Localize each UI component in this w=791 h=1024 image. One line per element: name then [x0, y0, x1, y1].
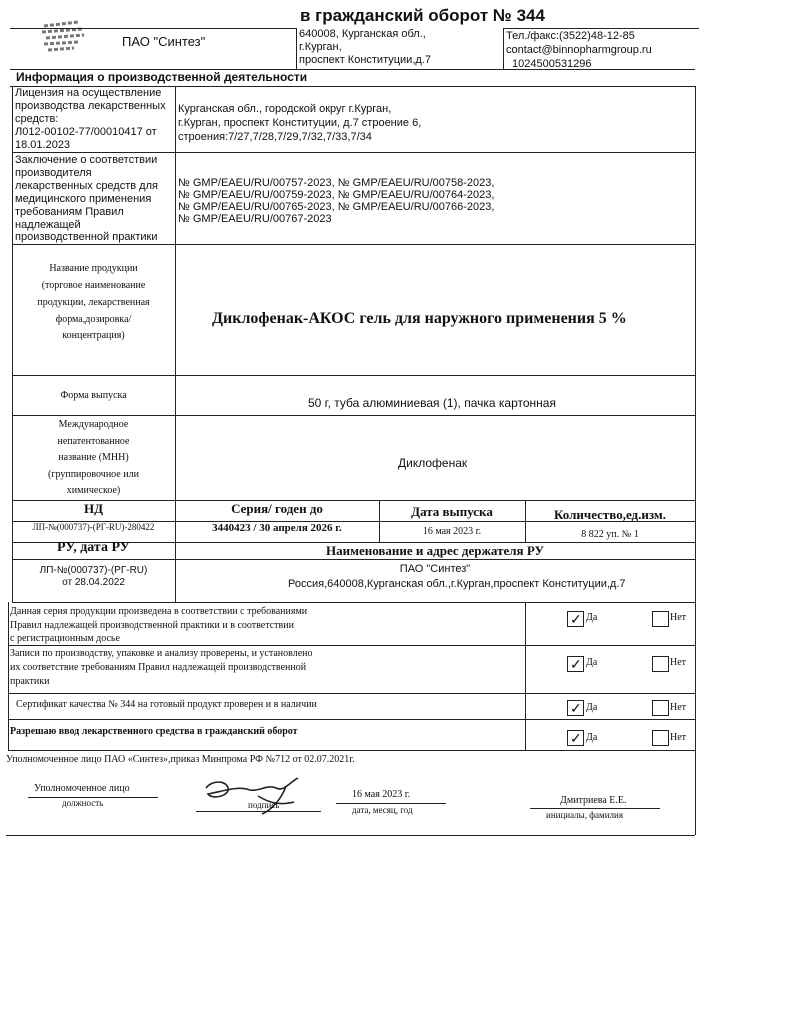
license-value-3: строения:7/27,7/28,7/29,7/32,7/33,7/34 [178, 131, 372, 143]
check-2-text-3: практики [10, 676, 50, 687]
check-2-yes-label: Да [586, 657, 598, 668]
check-3-no-label: Нет [670, 702, 687, 713]
company-logo [38, 18, 98, 58]
batch-value-series: 3440423 / 30 апреля 2026 г. [212, 522, 342, 534]
name-caption: инициалы, фамилия [546, 810, 623, 820]
ru-header-right: Наименование и адрес держателя РУ [326, 543, 544, 558]
signature-caption: подпись [248, 800, 280, 810]
license-label-5: 18.01.2023 [15, 139, 71, 151]
gmp-label-2: производителя [15, 167, 92, 179]
product-name: Диклофенак-АКОС гель для наружного применения 5 % [212, 310, 627, 327]
check-4-yes-label: Да [586, 732, 598, 743]
batch-header-series: Серия/ годен до [231, 501, 323, 516]
batch-value-qty: 8 822 уп. № 1 [581, 529, 639, 540]
name-value: Дмитриева Е.Е. [560, 795, 627, 806]
document-title: в гражданский оборот № 344 [300, 6, 545, 25]
gmp-label-4: медицинского применения [15, 193, 152, 205]
ru-number: ЛП-№(000737)-(РГ-RU) [39, 565, 148, 576]
inn-label-2: непатентованное [57, 436, 130, 447]
gmp-label-6: надлежащей [15, 219, 81, 231]
company-name: ПАО "Синтез" [122, 34, 206, 49]
batch-header-nd: НД [83, 501, 104, 516]
authorized-person-note: Уполномоченное лицо ПАО «Синтез»,приказ Минпрома РФ №712 от 02.07.2021г. [6, 754, 355, 765]
gmp-label-7: производственной практики [15, 231, 158, 243]
check-4-no-checkbox[interactable] [652, 730, 669, 746]
license-label-1: Лицензия на осуществление [15, 87, 162, 99]
check-1-text-3: с регистрационным досье [10, 633, 120, 644]
license-value-2: г.Курган, проспект Конституции, д.7 строение 6, [178, 117, 422, 129]
check-3-yes-checkbox[interactable] [567, 700, 584, 716]
check-3-yes-label: Да [586, 702, 598, 713]
gmp-value-3: № GMP/EAEU/RU/00765-2023, № GMP/EAEU/RU/00766-2023, [178, 201, 495, 213]
position-caption: должность [62, 798, 104, 808]
form-value: 50 г, туба алюминиевая (1), пачка картонная [308, 396, 556, 410]
company-address-line1: 640008, Курганская обл., [299, 28, 426, 40]
check-4-yes-mark: ✓ [570, 730, 582, 746]
check-1-yes-mark: ✓ [570, 611, 582, 627]
product-label-2: (торговое наименование [41, 280, 146, 291]
gmp-label-1: Заключение о соответствии [15, 154, 158, 166]
gmp-label-3: лекарственных средств для [15, 180, 158, 192]
form-label: Форма выпуска [60, 390, 127, 401]
check-3-text-1: Сертификат качества № 344 на готовый продукт проверен и в наличии [16, 699, 317, 710]
product-label-3: продукции, лекарственная [37, 297, 150, 308]
license-label-2: производства лекарственных [15, 100, 166, 112]
gmp-label-5: требованиям Правил [15, 206, 124, 218]
check-1-yes-label: Да [586, 612, 598, 623]
ru-header-left: РУ, дата РУ [57, 540, 130, 555]
batch-value-nd: ЛП-№(000737)-(РГ-RU)-280422 [32, 522, 155, 532]
gmp-value-1: № GMP/EAEU/RU/00757-2023, № GMP/EAEU/RU/00758-2023, [178, 177, 495, 189]
check-4-no-label: Нет [670, 732, 687, 743]
check-2-text-2: их соответствие требованиям Правил надлежащей производственной [10, 662, 307, 673]
batch-header-qty: Количество,ед.изм. [553, 507, 667, 522]
check-1-text-2: Правил надлежащей производственной практики и в соответствии [10, 620, 294, 631]
check-3-yes-mark: ✓ [570, 700, 582, 716]
product-label-1: Название продукции [49, 263, 138, 274]
check-4-yes-checkbox[interactable] [567, 730, 584, 746]
check-2-no-label: Нет [670, 657, 687, 668]
batch-value-date: 16 мая 2023 г. [422, 526, 482, 537]
inn-label-3: название (МНН) [58, 452, 129, 463]
check-2-yes-checkbox[interactable] [567, 656, 584, 672]
check-2-no-checkbox[interactable] [652, 656, 669, 672]
inn-label-1: Международное [58, 419, 129, 430]
date-caption: дата, месяц, год [352, 805, 413, 815]
license-label-4: Л012-00102-77/00010417 от [15, 126, 157, 138]
check-3-no-checkbox[interactable] [652, 700, 669, 716]
date-value: 16 мая 2023 г. [352, 789, 411, 800]
check-1-no-checkbox[interactable] [652, 611, 669, 627]
check-1-text-1: Данная серия продукции произведена в соответствии с требованиями [10, 606, 308, 617]
check-1-yes-checkbox[interactable] [567, 611, 584, 627]
inn-label-4: (группировочное или [48, 469, 139, 480]
ru-holder: ПАО "Синтез" [399, 563, 471, 575]
inn-label-5: химическое) [66, 485, 121, 496]
check-4-text-1: Разрешаю ввод лекарственного средства в гражданский оборот [10, 726, 298, 737]
company-address-line2: г.Курган, [299, 41, 342, 53]
section-title: Информация о производственной деятельности [16, 70, 308, 84]
license-value-1: Курганская обл., городской округ г.Курган, [178, 103, 392, 115]
company-phone: Тел./факс:(3522)48-12-85 [506, 30, 635, 42]
ru-date: от 28.04.2022 [62, 577, 125, 588]
inn-value: Диклофенак [398, 456, 468, 470]
company-email: contact@binnopharmgroup.ru [506, 44, 652, 56]
gmp-value-2: № GMP/EAEU/RU/00759-2023, № GMP/EAEU/RU/00764-2023, [178, 189, 495, 201]
position-value: Уполномоченное лицо [34, 783, 130, 794]
batch-header-date: Дата выпуска [411, 504, 493, 519]
license-label-3: средств: [15, 113, 59, 125]
check-2-text-1: Записи по производству, упаковке и анализу проверены, и установлено [10, 648, 313, 659]
check-1-no-label: Нет [670, 612, 687, 623]
ru-holder-address: Россия,640008,Курганская обл.,г.Курган,проспект Конституции,д.7 [288, 578, 626, 590]
check-2-yes-mark: ✓ [570, 656, 582, 672]
company-ogrn: 1024500531296 [512, 58, 592, 70]
gmp-value-4: № GMP/EAEU/RU/00767-2023 [178, 213, 332, 225]
product-label-4: форма,дозировка/ [55, 314, 132, 325]
company-address-line3: проспект Конституции,д.7 [299, 54, 431, 66]
product-label-5: концентрация) [62, 330, 125, 341]
